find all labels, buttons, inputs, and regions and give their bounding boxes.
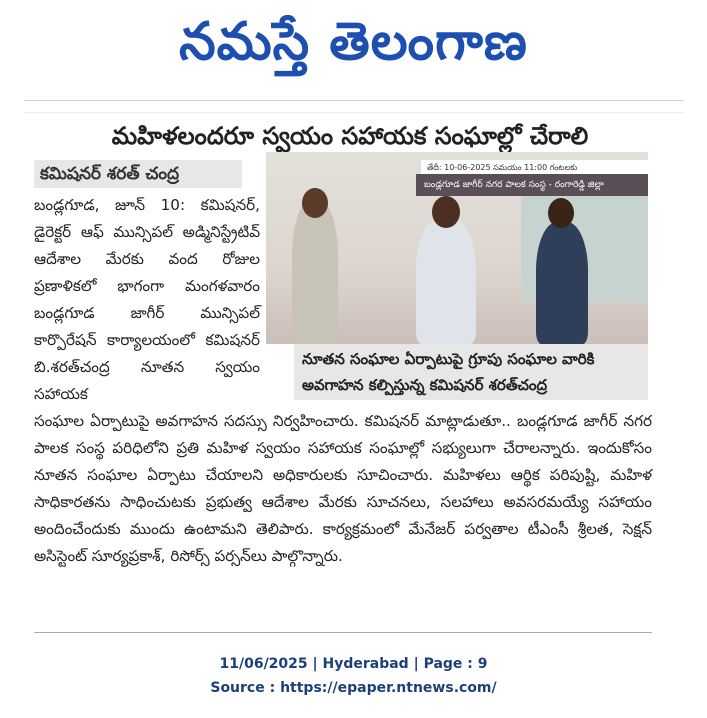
- top-divider: [24, 100, 684, 101]
- newspaper-masthead: నమస్తే తెలంగాణ: [179, 12, 528, 72]
- person-center-head: [432, 196, 460, 228]
- headline-divider: [24, 112, 684, 113]
- article-body-column: బండ్లగూడ, జూన్ 10: కమిషనర్, డైరెక్టర్ ఆఫ్ మున్సిపల్ అడ్మినిస్ట్రేటివ్ ఆదేశాల మేరకు వంద రోజుల ప్రణాళికలో భాగంగా మంగళవారం బండ్లగూడ జాగీర్ మున్సిపల్ కార్పొరేషన్ కార్యాలయంలో కమిషనర్ బి.శరత్‌చంద్ర నూతన స్వయం సహాయక: [34, 196, 260, 403]
- article-body-full-width: సంఘాల ఏర్పాటుపై అవగాహన సదస్సు నిర్వహించారు. కమిషనర్ మాట్లాడుతూ.. బండ్లగూడ జాగీర్ నగర పాలక సంస్థ పరిధిలోని ప్రతి మహిళ స్వయం సహాయక సంఘాల్లో సభ్యులుగా చేరాలన్నారు. ఇందుకోసం నూతన సంఘాల ఏర్పాటు చేయాలని అధికారులకు సూచించారు. మహిళలు ఆర్థిక పరిపుష్టి, మహిళ సాధికారతను సాధించుటకు ప్రభుత్వ ఆదేశాల మేరకు సూచనలు, సలహాలు అవసరమయ్యే సహాయం అందించేందుకు ముందు ఉంటామని తెలిపారు. కార్యక్రమంలో మేనేజర్ పర్వతాల టీఎంసీ శ్రీలత, సెక్షన్ అసిస్టెంట్ సూర్యప్రకాశ్, రిసోర్స్ పర్సన్‌లు పాల్గొన్నారు.: [34, 412, 652, 565]
- footer-source: Source : https://epaper.ntnews.com/: [210, 680, 497, 696]
- photo-banner-date: తేదీ: 10-06-2025 సమయం 11:00 గంటలకు: [421, 160, 648, 190]
- person-right-head: [548, 198, 574, 228]
- article-byline: కమిషనర్ శరత్ చంద్ర: [34, 160, 242, 188]
- person-left: [292, 200, 338, 344]
- person-left-head: [302, 188, 328, 218]
- article-headline: మహిళలందరూ స్వయం సహాయక సంఘాల్లో చేరాలి: [111, 122, 589, 150]
- photo-banner-org: బండ్లగూడ జాగీర్ నగర పాలక సంస్థ - రంగారెడ్డి జిల్లా: [416, 174, 648, 196]
- person-center: [416, 218, 476, 344]
- article-photo: [266, 152, 648, 344]
- footer-date-info: 11/06/2025 | Hyderabad | Page : 9: [219, 656, 488, 672]
- bottom-divider: [34, 632, 652, 633]
- photo-caption: నూతన సంఘాల ఏర్పాటుపై గ్రూపు సంఘాల వారికి అవగాహన కల్పిస్తున్న కమిషనర్ శరత్‌చంద్ర: [294, 344, 648, 400]
- person-right: [536, 222, 588, 344]
